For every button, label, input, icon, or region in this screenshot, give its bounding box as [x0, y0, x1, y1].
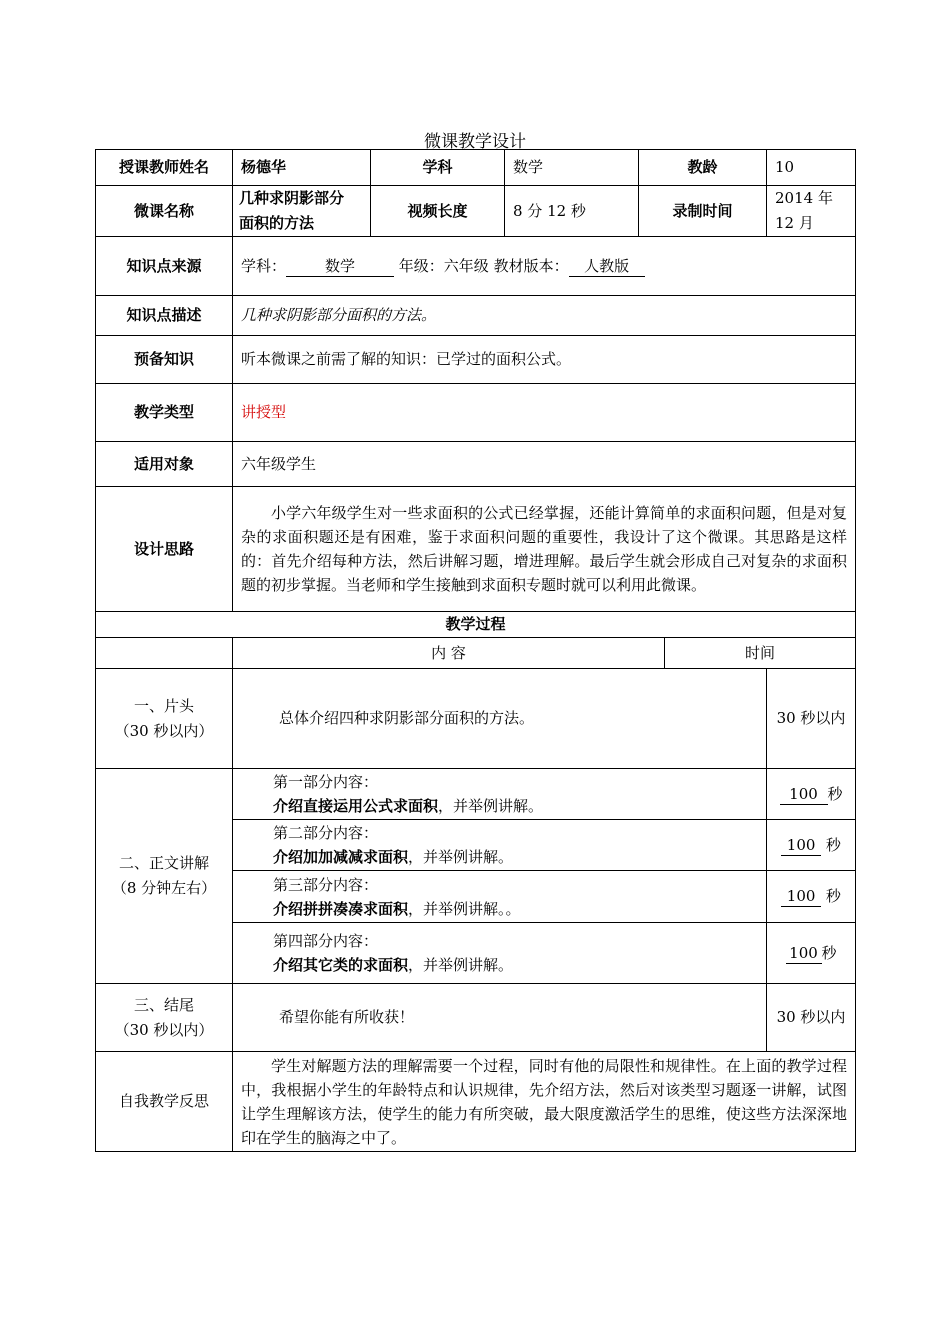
- main-stage: [96, 769, 233, 984]
- intro-stage-title: 一、片头: [133, 696, 194, 715]
- part-3-rest: ，并举例讲解。。: [408, 899, 521, 918]
- row-target: [96, 442, 856, 487]
- main-part-4-time: [767, 923, 856, 984]
- prior-label: 预备知识: [96, 336, 233, 384]
- course-name-line2: 面积的方法: [239, 214, 315, 232]
- row-main-part-1: [96, 769, 856, 820]
- source-subject-prefix: 学科：: [241, 256, 287, 275]
- reflection-label: 自我教学反思: [96, 1052, 233, 1152]
- source-edition: 人教版: [569, 256, 645, 277]
- main-part-4-content: [233, 923, 767, 984]
- part-2-time-unit: 秒: [825, 835, 841, 854]
- row-prior: [96, 336, 856, 384]
- teacher-label: 授课教师姓名: [96, 150, 233, 186]
- process-header: 教学过程: [96, 612, 856, 638]
- lesson-design-table: [95, 149, 856, 1152]
- intro-stage-note: （30 秒以内）: [114, 721, 214, 740]
- row-intro: [96, 669, 856, 769]
- row-idea: [96, 487, 856, 612]
- row-end: [96, 984, 856, 1052]
- intro-stage: [96, 669, 233, 769]
- type-text: 讲授型: [233, 384, 856, 442]
- rec-value: 2014 年 12 月: [767, 186, 856, 237]
- row-teacher: [96, 150, 856, 186]
- process-stage-col: [96, 638, 233, 669]
- part-2-title: 第二部分内容：: [273, 824, 379, 842]
- idea-text: 小学六年级学生对一些求面积的公式已经掌握，还能计算简单的求面积问题，但是对复杂的求面积题还是有困难，鉴于求面积问题的重要性，我设计了这个微课。其思路是这样的：首先介绍每种方法，然后讲解习题，增进理解。最后学生就会形成自己对复杂的求面积题的初步掌握。当老师和学生接触到求面积专题时就可以利用此微课。: [233, 487, 856, 612]
- desc-text: 几种求阴影部分面积的方法。: [233, 296, 856, 336]
- part-3-time-unit: 秒: [825, 887, 841, 905]
- part-1-time-value: 100: [780, 784, 828, 805]
- idea-label: 设计思路: [96, 487, 233, 612]
- part-3-desc: [273, 897, 758, 921]
- row-process-header: [96, 612, 856, 638]
- teacher-name: 杨德华: [233, 150, 371, 186]
- document-title: 微课教学设计: [424, 132, 526, 152]
- intro-time: 30 秒以内: [767, 669, 856, 769]
- length-label: 视频长度: [371, 186, 505, 237]
- type-label: 教学类型: [96, 384, 233, 442]
- source-content: [233, 237, 856, 296]
- part-4-time-unit: 秒: [821, 943, 837, 962]
- main-part-1-time: [767, 769, 856, 820]
- course-label: 微课名称: [96, 186, 233, 237]
- end-time: 30 秒以内: [767, 984, 856, 1052]
- main-part-3-content: [233, 871, 767, 923]
- part-2-bold: 介绍加加减减求面积: [273, 848, 409, 866]
- row-type: [96, 384, 856, 442]
- main-part-3-time: [767, 871, 856, 923]
- part-1-rest: ，并举例讲解。: [438, 797, 544, 815]
- part-3-bold: 介绍拼拼凑凑求面积: [273, 899, 409, 918]
- part-3-time-value: 100: [781, 886, 821, 907]
- prior-text: 听本微课之前需了解的知识：已学过的面积公式。: [233, 336, 856, 384]
- main-part-1-content: [233, 769, 767, 820]
- reflection-text: 学生对解题方法的理解需要一个过程，同时有他的局限性和规律性。在上面的教学过程中，我根据小学生的年龄特点和认识规律，先介绍方法，然后对该类型习题逐一讲解，试图让学生理解该方法，使学生的能力有所突破，最大限度激活学生的思维，使这些方法深深地印在学生的脑海之中了。: [233, 1052, 856, 1152]
- end-stage-title: 三、结尾: [133, 995, 194, 1014]
- part-4-title: 第四部分内容：: [273, 932, 379, 950]
- target-label: 适用对象: [96, 442, 233, 487]
- process-content-col: 内 容: [233, 638, 665, 669]
- main-part-2-time: [767, 820, 856, 871]
- main-stage-title: 二、正文讲解: [118, 854, 209, 872]
- row-desc: [96, 296, 856, 336]
- source-subject-value: 数学: [286, 256, 394, 277]
- part-4-bold: 介绍其它类的求面积: [273, 956, 409, 974]
- length-value: 8 分 12 秒: [505, 186, 639, 237]
- row-course: [96, 186, 856, 237]
- end-content: 希望你能有所收获！: [233, 984, 767, 1052]
- course-name-line1: 几种求阴影部分: [239, 189, 345, 207]
- subject-label: 学科: [371, 150, 505, 186]
- subject-value: 数学: [505, 150, 639, 186]
- part-1-time-unit: 秒: [827, 784, 843, 803]
- part-1-title: 第一部分内容：: [273, 773, 379, 791]
- part-3-title: 第三部分内容：: [273, 875, 379, 894]
- row-process-columns: [96, 638, 856, 669]
- part-2-time-value: 100: [781, 835, 821, 856]
- row-reflection: [96, 1052, 856, 1152]
- end-stage: [96, 984, 233, 1052]
- process-time-col: 时间: [665, 638, 856, 669]
- years-value: 10: [767, 150, 856, 186]
- intro-content: 总体介绍四种求阴影部分面积的方法。: [233, 669, 767, 769]
- part-1-bold: 介绍直接运用公式求面积: [273, 797, 439, 815]
- part-2-rest: ，并举例讲解。: [408, 848, 514, 866]
- target-text: 六年级学生: [233, 442, 856, 487]
- row-source: [96, 237, 856, 296]
- part-2-desc: [273, 845, 758, 869]
- part-4-desc: [273, 953, 758, 977]
- course-name: [233, 186, 371, 237]
- main-part-2-content: [233, 820, 767, 871]
- part-1-desc: [273, 794, 758, 818]
- years-label: 教龄: [639, 150, 767, 186]
- desc-label: 知识点描述: [96, 296, 233, 336]
- source-grade-text: 年级：六年级 教材版本：: [398, 256, 569, 275]
- source-label: 知识点来源: [96, 237, 233, 296]
- end-stage-note: （30 秒以内）: [114, 1020, 214, 1039]
- part-4-rest: ，并举例讲解。: [408, 956, 514, 974]
- part-4-time-value: 100: [786, 943, 822, 964]
- main-stage-note: （8 分钟左右）: [111, 879, 217, 897]
- rec-label: 录制时间: [639, 186, 767, 237]
